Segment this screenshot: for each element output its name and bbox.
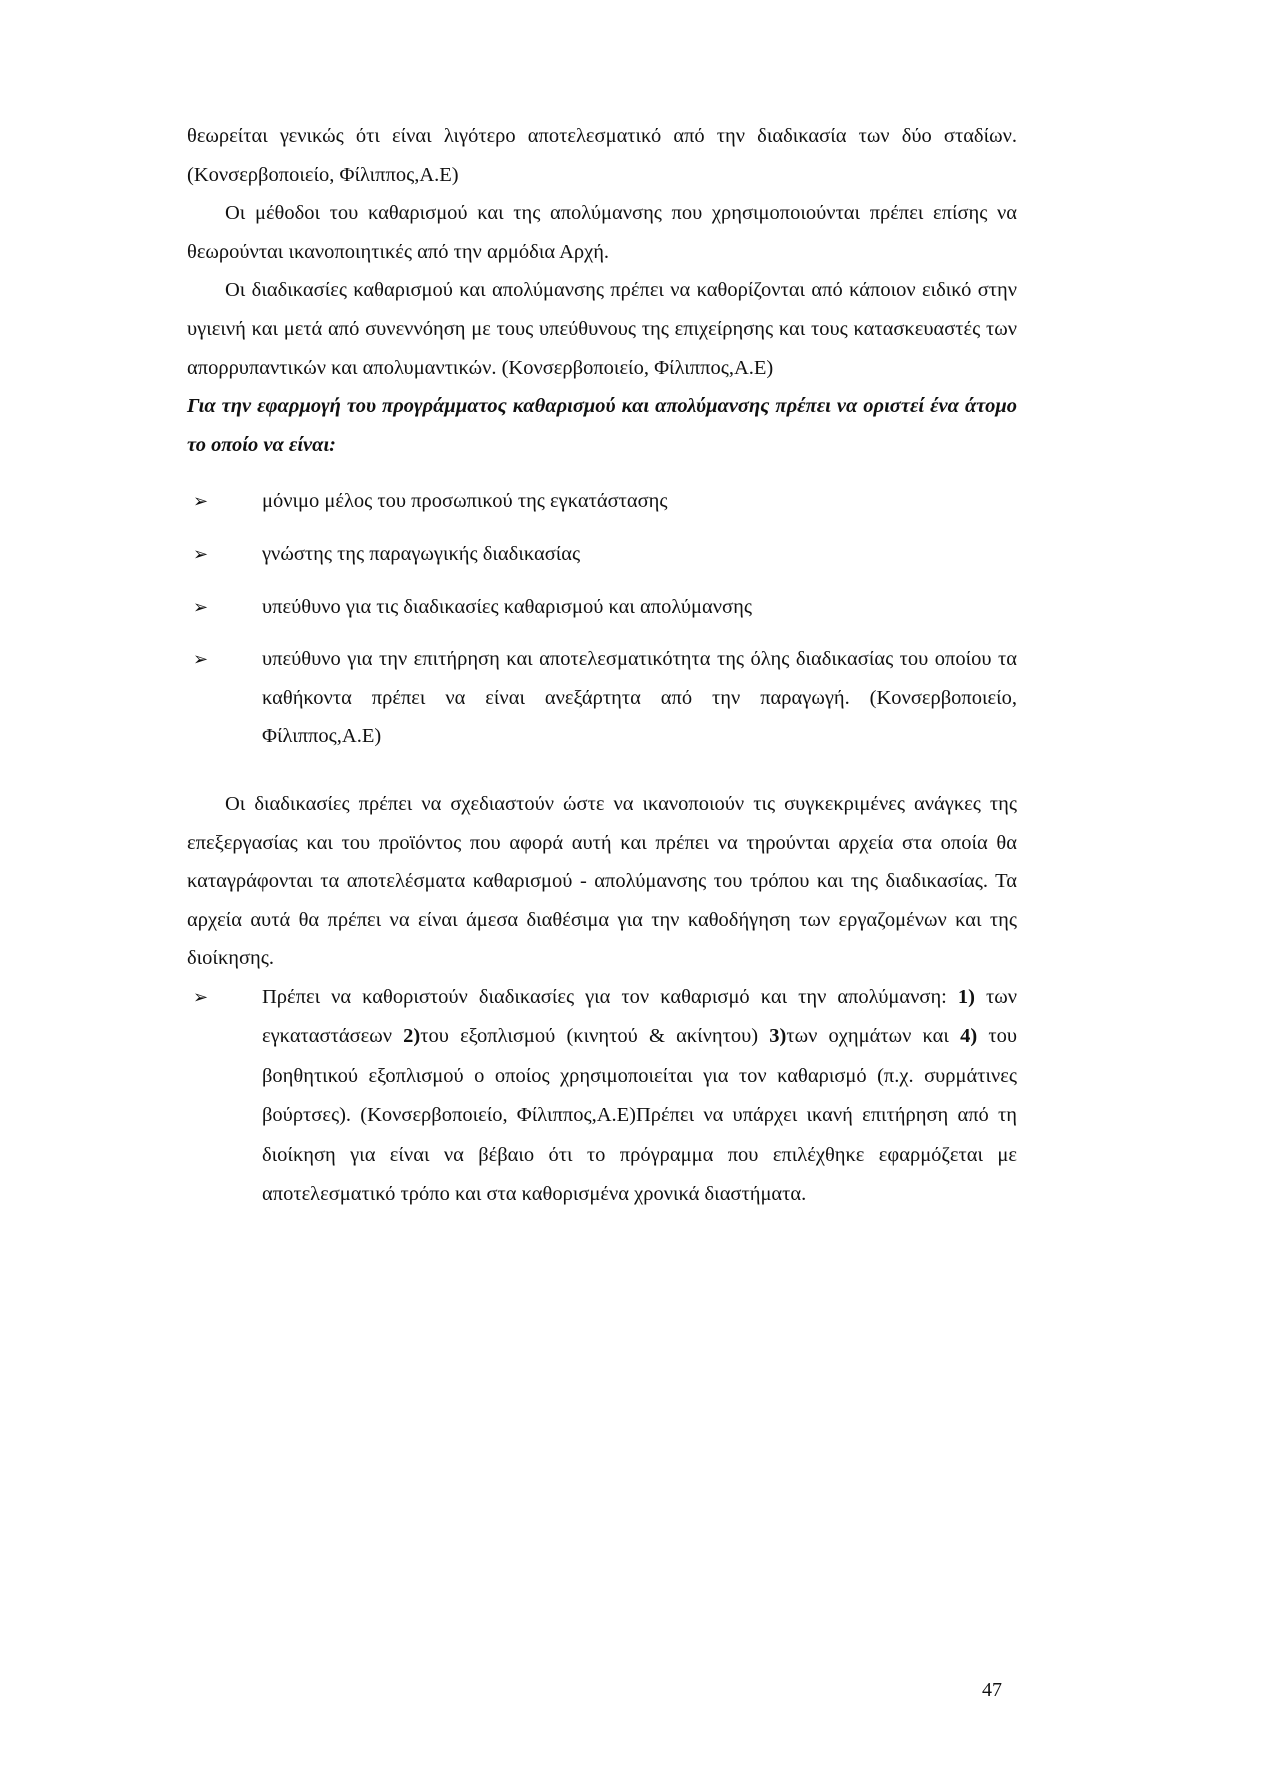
number-1: 1): [957, 985, 975, 1008]
final-item-text-part3: του εξοπλισμού (κινητού & ακίνητου): [420, 1025, 770, 1048]
arrow-bullet-icon: ➢: [193, 649, 209, 670]
list-item: [187, 588, 1017, 627]
arrow-bullet-icon: ➢: [193, 543, 209, 564]
paragraph-procedures: Οι διαδικασίες καθαρισμού και απολύμανσης πρέπει να καθορίζονται από κάποιον ειδικό στην υγιεινή και μετά από συνεννόηση με τους υπεύθυνους της επιχείρησης και τους κατασκευαστές των απορρυπαντικών και απολυμαντικών. (Κονσερβοποιείο, Φίλιππος,Α.Ε): [187, 279, 1017, 379]
list-item-cleaning-procedures: [187, 978, 1017, 1215]
final-item-text-part2: των εγκαταστάσεων: [262, 985, 1017, 1048]
page-number: 47: [982, 1679, 1002, 1701]
document-page: [187, 117, 1017, 1215]
arrow-bullet-icon: ➢: [193, 596, 209, 617]
list-item-text: υπεύθυνο για την επιτήρηση και αποτελεσματικότητα της όλης διαδικασίας του οποίου τα καθήκοντα πρέπει να είναι ανεξάρτητα από την παραγωγή. (Κονσερβοποιείο, Φίλιππος,Α.Ε): [262, 648, 1017, 748]
paragraph-design-procedures: Οι διαδικασίες πρέπει να σχεδιαστούν ώστε να ικανοποιούν τις συγκεκριμένες ανάγκες της επεξεργασίας και του προϊόντος που αφορά αυτή και πρέπει να τηρούνται αρχεία στα οποία θα καταγράφονται τα αποτελέσματα καθαρισμού - απολύμανσης του τρόπου και της διαδικασίας. Τα αρχεία αυτά θα πρέπει να είναι άμεσα διαθέσιμα για την καθοδήγηση των εργαζομένων και της διοίκησης.: [187, 792, 1017, 970]
paragraph-responsible-person-heading: Για την εφαρμογή του προγράμματος καθαρισμού και απολύμανσης πρέπει να οριστεί ένα άτομο το οποίο να είναι:: [187, 395, 1017, 456]
final-item-text-part5: του βοηθητικού εξοπλισμού ο οποίος χρησιμοποιείται για τον καθαρισμό (π.χ. συρμάτινες βούρτσες). (Κονσερβοποιείο, Φίλιππος,Α.Ε)Πρέπει να υπάρχει ικανή επιτήρηση από τη διοίκηση για είναι να βέβαιο ότι το πρόγραμμα που επιλέχθηκε εφαρμόζεται με αποτελεσματικό τρόπο και στα καθορισμένα χρονικά διαστήματα.: [262, 1025, 1017, 1206]
arrow-bullet-icon: ➢: [193, 491, 209, 512]
number-4: 4): [960, 1025, 978, 1048]
number-2: 2): [403, 1025, 421, 1048]
final-item-text-part1: Πρέπει να καθοριστούν διαδικασίες για τον καθαρισμό και την απολύμανση:: [262, 985, 958, 1008]
list-item: [187, 535, 1017, 574]
list-item-text: γνώστης της παραγωγικής διαδικασίας: [262, 542, 581, 565]
final-item-text-part4: των οχημάτων και: [786, 1025, 961, 1048]
list-item-text: υπεύθυνο για τις διαδικασίες καθαρισμού και απολύμανσης: [262, 595, 752, 618]
list-item-text: μόνιμο μέλος του προσωπικού της εγκατάστασης: [262, 490, 668, 513]
paragraph-continuation: θεωρείται γενικώς ότι είναι λιγότερο αποτελεσματικό από την διαδικασία των δύο σταδίων. (Κονσερβοποιείο, Φίλιππος,Α.Ε): [187, 125, 1017, 186]
responsibilities-list: [187, 482, 1017, 756]
paragraph-methods: Οι μέθοδοι του καθαρισμού και της απολύμανσης που χρησιμοποιούνται πρέπει επίσης να θεωρούνται ικανοποιητικές από την αρμόδια Αρχή.: [187, 202, 1017, 263]
arrow-bullet-icon: ➢: [193, 986, 209, 1007]
list-item: [187, 482, 1017, 521]
list-item: [187, 640, 1017, 756]
number-3: 3): [769, 1025, 787, 1048]
